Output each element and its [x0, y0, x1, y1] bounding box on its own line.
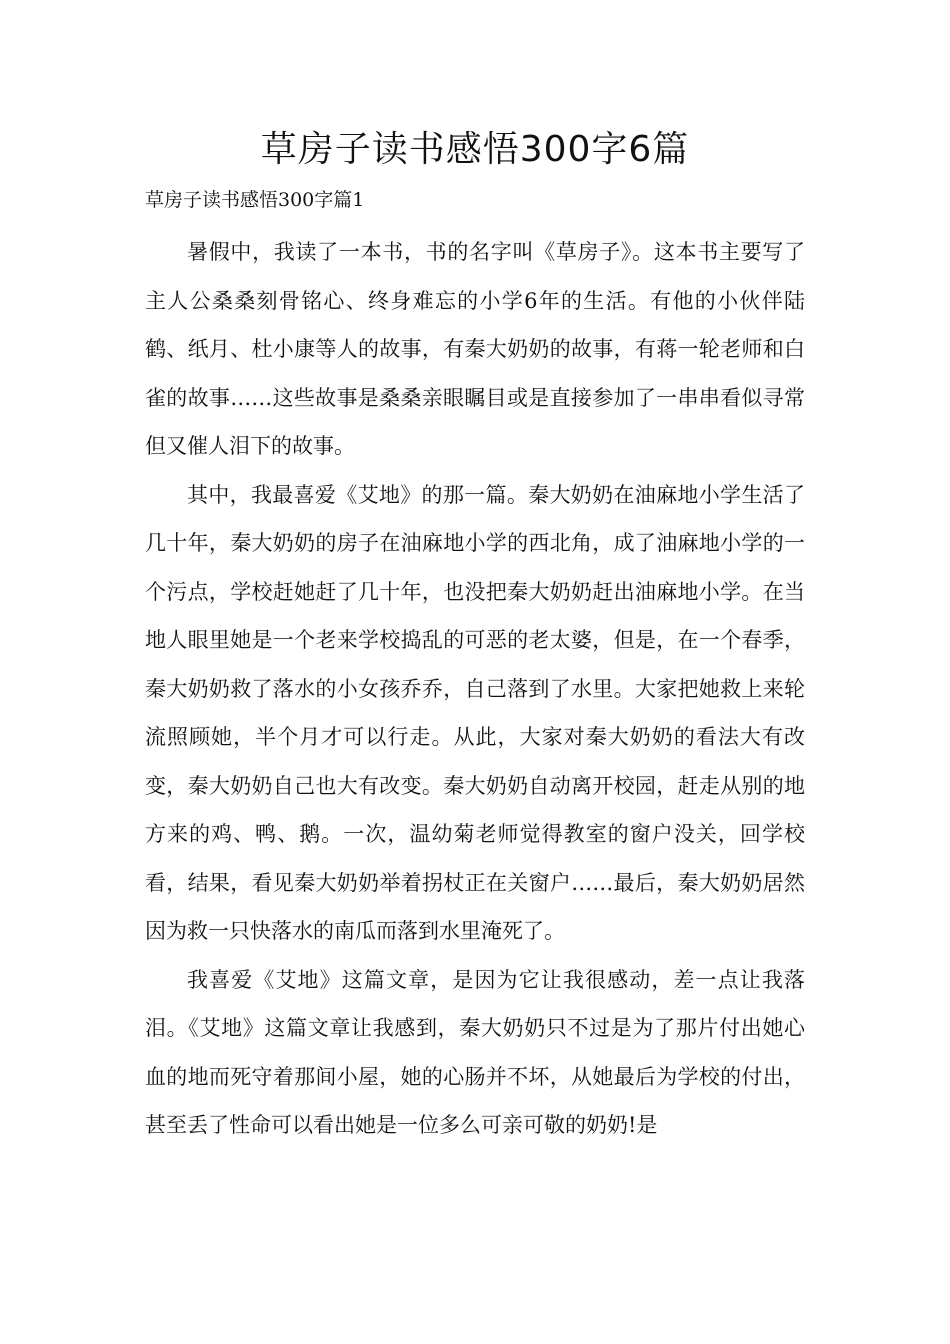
- document-title: 草房子读书感悟300字6篇: [260, 129, 690, 170]
- paragraph-2: 其中，我最喜爱《艾地》的那一篇。秦大奶奶在油麻地小学生活了几十年，秦大奶奶的房子在油麻地小学的西北角，成了油麻地小学的一个污点，学校赶她赶了几十年，也没把秦大奶奶赶出油麻地小学。在当地人眼里她是一个老来学校捣乱的可恶的老太婆，但是，在一个春季，秦大奶奶救了落水的小女孩乔乔，自己落到了水里。大家把她救上来轮流照顾她，半个月才可以行走。从此，大家对秦大奶奶的看法大有改变，秦大奶奶自己也大有改变。秦大奶奶自动离开校园，赶走从别的地方来的鸡、鸭、鹅。一次，温幼菊老师觉得教室的窗户没关，回学校看，结果，看见秦大奶奶举着拐杖正在关窗户……最后，秦大奶奶居然因为救一只快落水的南瓜而落到水里淹死了。: [145, 482, 805, 943]
- paragraph-1: 暑假中，我读了一本书，书的名字叫《草房子》。这本书主要写了主人公桑桑刻骨铭心、终身难忘的小学6年的生活。有他的小伙伴陆鹤、纸月、杜小康等人的故事，有秦大奶奶的故事，有蒋一轮老师和白雀的故事……这些故事是桑桑亲眼瞩目或是直接参加了一串串看似寻常但又催人泪下的故事。: [145, 240, 805, 458]
- paragraph-3: 我喜爱《艾地》这篇文章，是因为它让我很感动，差一点让我落泪。《艾地》这篇文章让我感到，秦大奶奶只不过是为了那片付出她心血的地而死守着那间小屋，她的心肠并不坏，从她最后为学校的付出，甚至丢了性命可以看出她是一位多么可亲可敬的奶奶!是: [145, 967, 805, 1137]
- section-heading: 草房子读书感悟300字篇1: [145, 189, 365, 211]
- document-body: [145, 228, 805, 1150]
